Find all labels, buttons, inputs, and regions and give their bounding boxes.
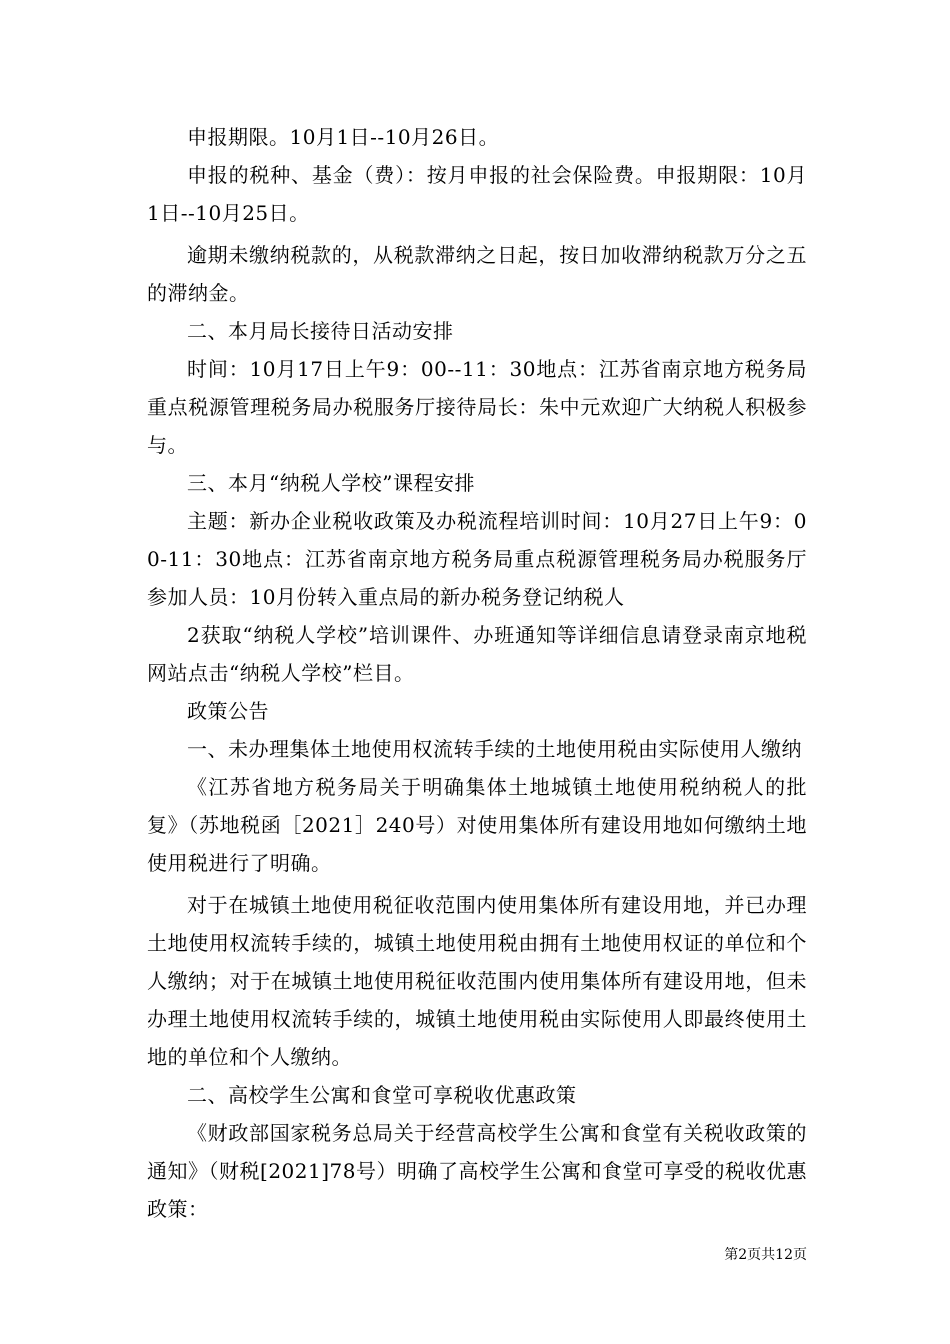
paragraph-course-details: 主题：新办企业税收政策及办税流程培训时间：10月27日上午9：00-11：30地点：江苏省南京地方税务局重点税源管理税务局办税服务厅参加人员：10月份转入重点局的新办税务登记纳税人	[147, 509, 807, 609]
paragraph-course-materials: 2获取“纳税人学校”培训课件、办班通知等详细信息请登录南京地税网站点击“纳税人学校”栏目。	[147, 623, 807, 685]
heading-land-use-tax: 一、未办理集体土地使用权流转手续的土地使用税由实际使用人缴纳	[187, 737, 802, 761]
heading-taxpayer-school: 三、本月“纳税人学校”课程安排	[187, 471, 475, 495]
heading-university-housing: 二、高校学生公寓和食堂可享税收优惠政策	[187, 1083, 577, 1107]
paragraph-university-notice: 《财政部国家税务总局关于经营高校学生公寓和食堂有关税收政策的通知》（财税[2021]78号）明确了高校学生公寓和食堂可享受的税收优惠政策：	[147, 1121, 807, 1221]
paragraph-land-use-rules: 对于在城镇土地使用税征收范围内使用集体所有建设用地，并已办理土地使用权流转手续的，城镇土地使用税由拥有土地使用权证的单位和个人缴纳；对于在城镇土地使用税征收范围内使用集体所有建设用地，但未办理土地使用权流转手续的，城镇土地使用税由实际使用人即最终使用土地的单位和个人缴纳。	[147, 893, 807, 1069]
paragraph-reception-details: 时间：10月17日上午9：00--11：30地点：江苏省南京地方税务局重点税源管理税务局办税服务厅接待局长：朱中元欢迎广大纳税人积极参与。	[147, 357, 807, 457]
paragraph-social-insurance: 申报的税种、基金（费）：按月申报的社会保险费。申报期限：10月1日--10月25日。	[147, 163, 807, 225]
document-body	[147, 118, 807, 1228]
page-number: 第2页共12页	[724, 1247, 807, 1263]
paragraph-filing-deadline: 申报期限。10月1日--10月26日。	[187, 125, 500, 149]
paragraph-land-use-reply: 《江苏省地方税务局关于明确集体土地城镇土地使用税纳税人的批复》（苏地税函［2021］240号）对使用集体所有建设用地如何缴纳土地使用税进行了明确。	[147, 775, 807, 875]
heading-policy-notice: 政策公告	[187, 699, 269, 723]
paragraph-late-fee: 逾期未缴纳税款的，从税款滞纳之日起，按日加收滞纳税款万分之五的滞纳金。	[147, 243, 807, 305]
heading-director-reception: 二、本月局长接待日活动安排	[187, 319, 454, 343]
